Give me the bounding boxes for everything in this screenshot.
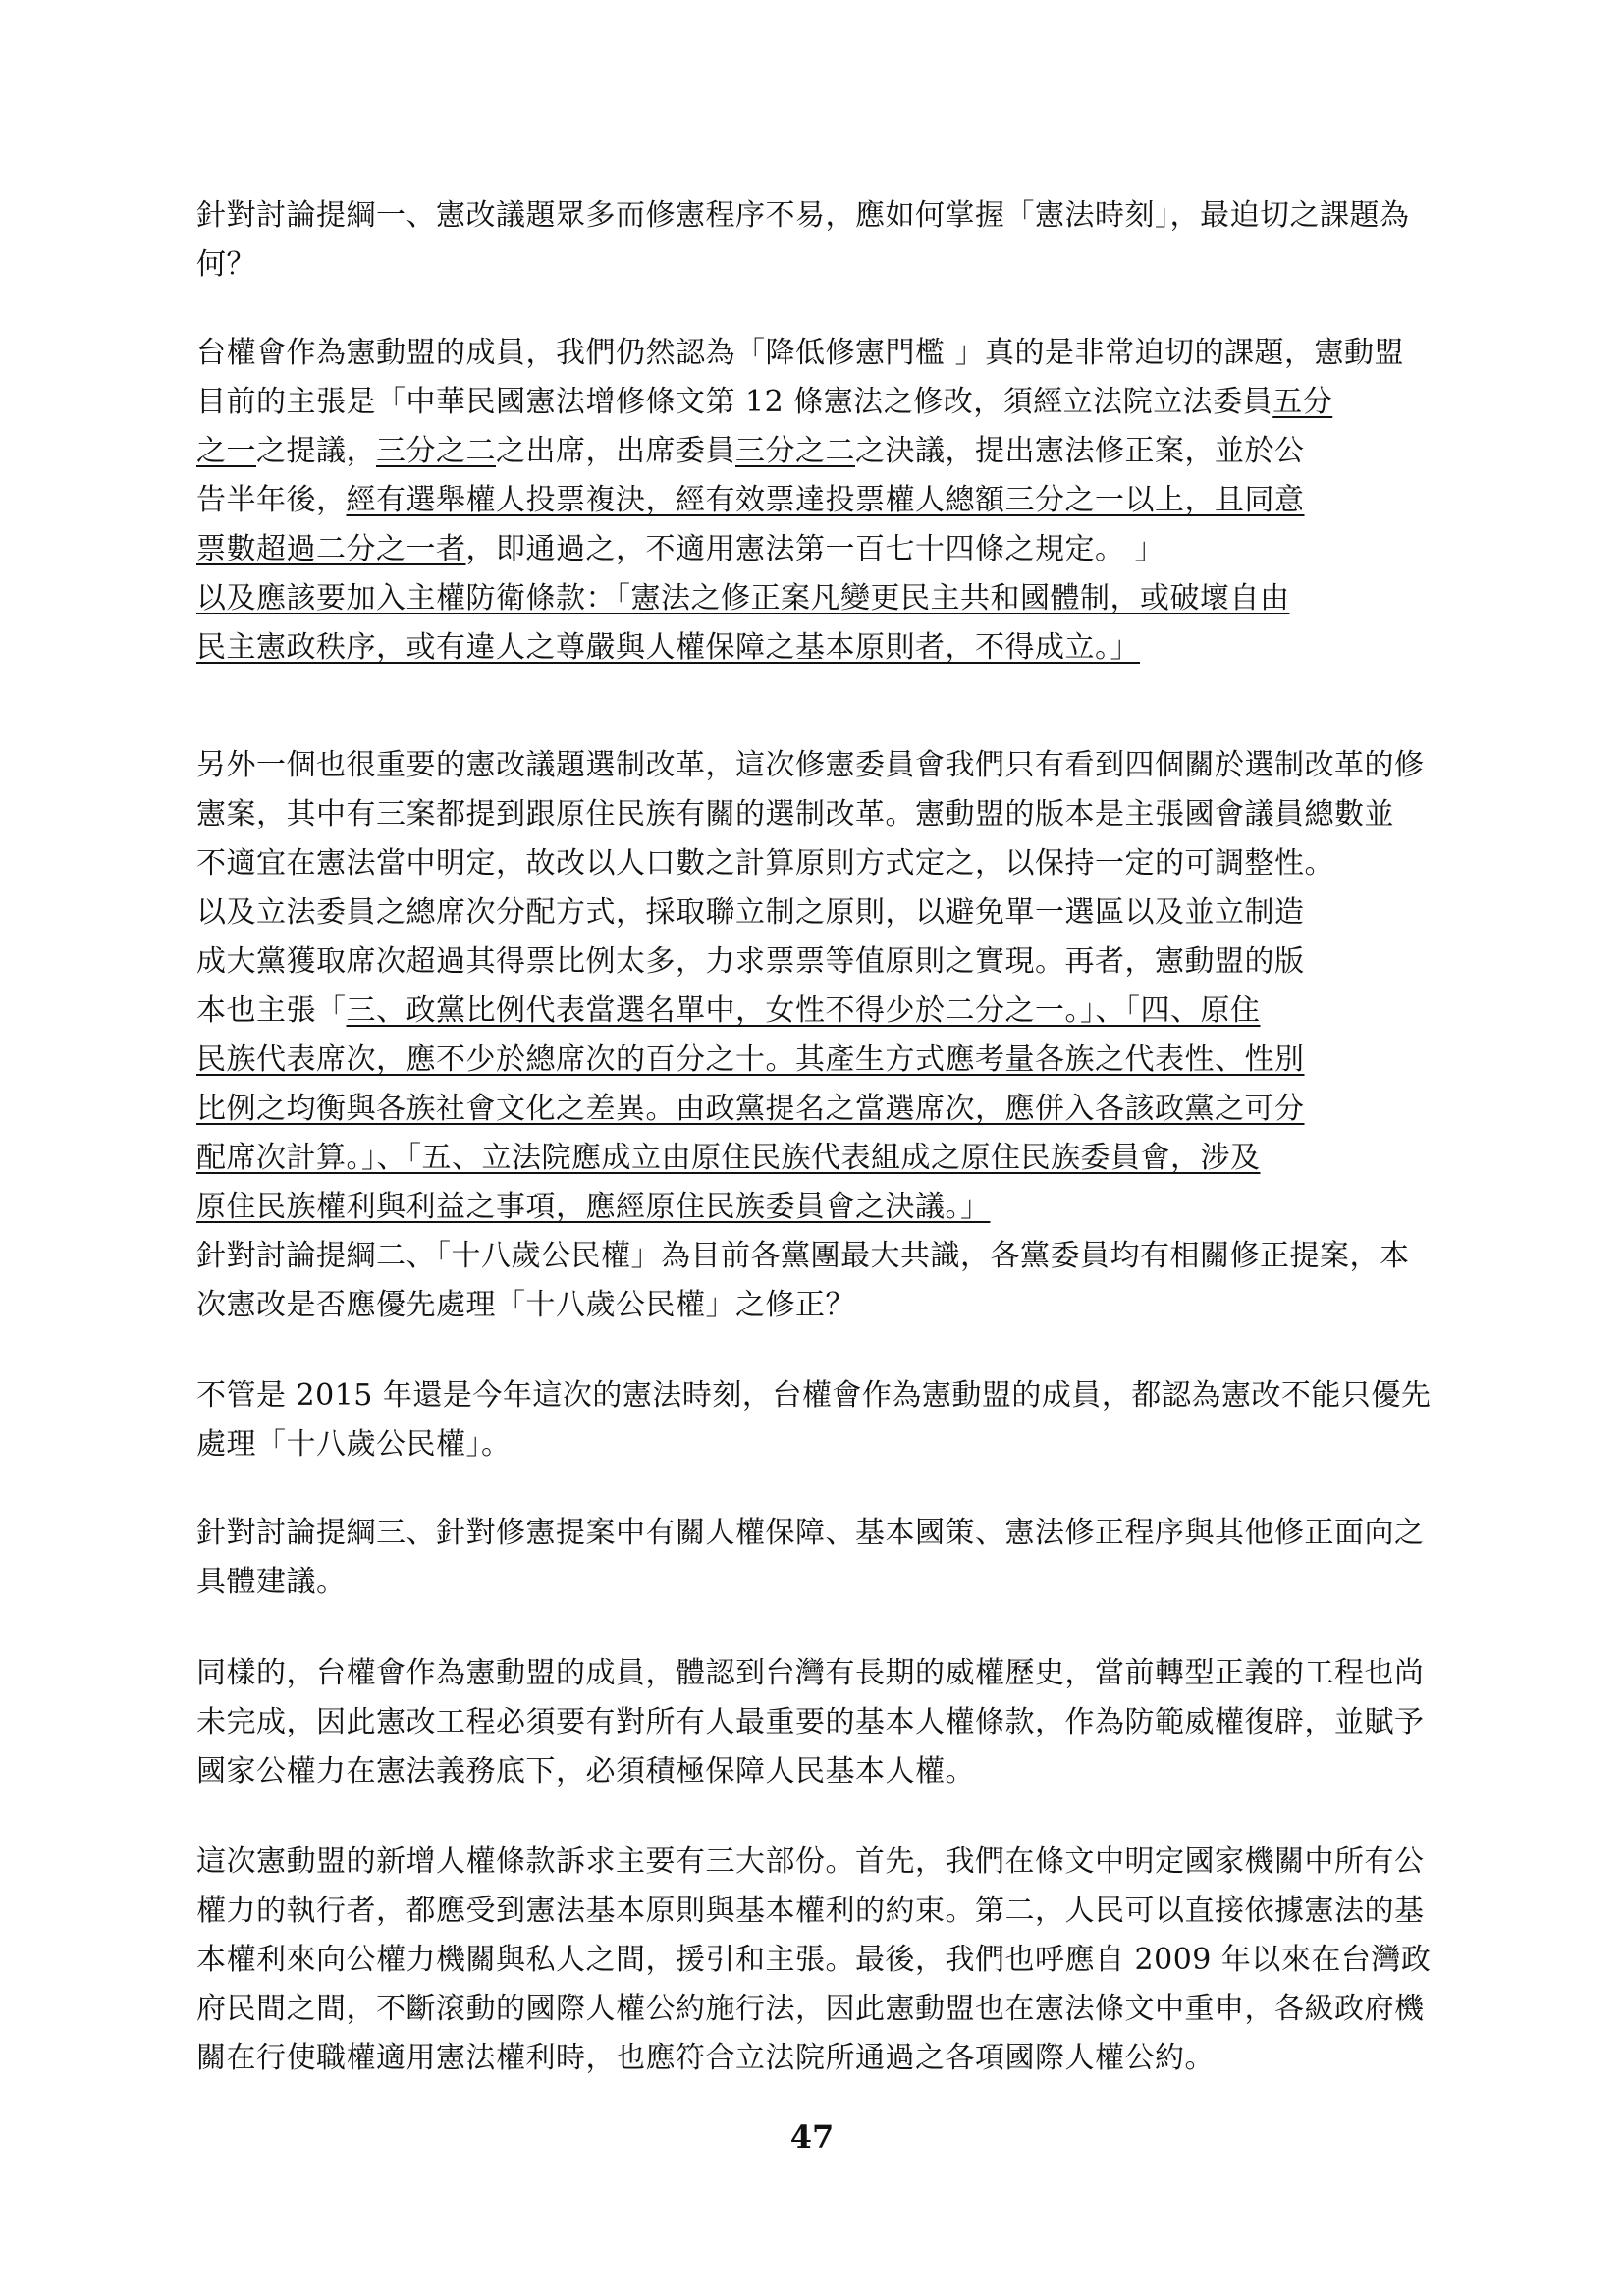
- text-line: 針對討論提綱二、「十八歲公民權」為目前各黨團最大共識，各黨委員均有相關修正提案，本: [196, 1239, 1410, 1273]
- text-line: 權力的執行者，都應受到憲法基本原則與基本權利的約束。第二，人民可以直接依據憲法的基: [196, 1894, 1425, 1928]
- text-line: 目前的主張是「中華民國憲法增修條文第 12 條憲法之修改，須經立法院立法委員五分: [196, 385, 1333, 419]
- text-line: 台權會作為憲動盟的成員，我們仍然認為「降低修憲門檻 」真的是非常迫切的課題，憲動盟: [196, 336, 1405, 370]
- text-line: 未完成，因此憲改工程必須要有對所有人最重要的基本人權條款，作為防範威權復辟，並賦予: [196, 1705, 1425, 1739]
- underlined-text: 三分之二: [735, 434, 855, 468]
- text-line: 憲案，其中有三案都提到跟原住民族有關的選制改革。憲動盟的版本是主張國會議員總數並: [196, 797, 1394, 831]
- text-line: [196, 574, 1434, 623]
- text-line: 這次憲動盟的新增人權條款訴求主要有三大部份。首先，我們在條文中明定國家機關中所有公: [196, 1844, 1425, 1879]
- underlined-text: 配席次計算。」、「五、立法院應成立由原住民族代表組成之原住民族委員會，涉及: [196, 1141, 1261, 1175]
- page-number: 47: [789, 2118, 835, 2156]
- text-line: 本也主張「三、政黨比例代表當選名單中，女性不得少於二分之一。」、「四、原住: [196, 993, 1261, 1028]
- answer-2: [196, 741, 1434, 1232]
- answer-3: [196, 1371, 1434, 1469]
- text-line: 之一之提議，三分之二之出席，出席委員三分之二之決議，提出憲法修正案，並於公: [196, 434, 1305, 468]
- answer-1: [196, 329, 1434, 672]
- text-line: 關在行使職權適用憲法權利時，也應符合立法院所通過之各項國際人權公約。: [196, 2041, 1215, 2075]
- question-2: [196, 1232, 1434, 1330]
- text-line: [196, 1183, 1434, 1232]
- underlined-text: 五分: [1272, 385, 1333, 419]
- underlined-text: 經有選舉權人投票複決，經有效票達投票權人總額三分之一以上，且同意: [346, 483, 1305, 517]
- text-line: 次憲改是否應優先處理「十八歲公民權」之修正？: [196, 1288, 855, 1322]
- text-line: [196, 1085, 1434, 1134]
- underlined-text: 比例之均衡與各族社會文化之差異。由政黨提名之當選席次，應併入各該政黨之可分: [196, 1092, 1305, 1126]
- text-line: 告半年後，經有選舉權人投票複決，經有效票達投票權人總額三分之一以上，且同意: [196, 483, 1305, 517]
- text-line: 同樣的，台權會作為憲動盟的成員，體認到台灣有長期的威權歷史，當前轉型正義的工程也尚: [196, 1656, 1425, 1690]
- text-line: 針對討論提綱三、針對修憲提案中有關人權保障、基本國策、憲法修正程序與其他修正面向之: [196, 1516, 1425, 1550]
- underlined-text: 三分之二: [376, 434, 496, 468]
- underlined-text: 票數超過二分之一者: [196, 532, 466, 566]
- text-line: [196, 1036, 1434, 1085]
- underlined-text: 原住民族權利與利益之事項，應經原住民族委員會之決議。」: [196, 1190, 991, 1224]
- text-line: 具體建議。: [196, 1565, 347, 1599]
- text-line: 處理「十八歲公民權」。: [196, 1427, 512, 1462]
- text-line: 票數超過二分之一者，即通過之，不適用憲法第一百七十四條之規定。 」: [196, 532, 1165, 566]
- answer-4: [196, 1649, 1434, 1796]
- text-line: [196, 623, 1434, 672]
- answer-5: [196, 1838, 1434, 2083]
- underlined-text: 以及應該要加入主權防衛條款：「憲法之修正案凡變更民主共和國體制，或破壞自由: [196, 581, 1290, 615]
- question-3: [196, 1509, 1434, 1607]
- text-line: 府民間之間，不斷滾動的國際人權公約施行法，因此憲動盟也在憲法條文中重申，各級政府機: [196, 1992, 1425, 2026]
- text-line: 另外一個也很重要的憲改議題選制改革，這次修憲委員會我們只有看到四個關於選制改革的修: [196, 748, 1425, 782]
- underlined-text: 民主憲政秩序，或有違人之尊嚴與人權保障之基本原則者，不得成立。」: [196, 630, 1140, 665]
- text-line: 以及立法委員之總席次分配方式，採取聯立制之原則，以避免單一選區以及並立制造: [196, 895, 1305, 930]
- text-line: 成大黨獲取席次超過其得票比例太多，力求票票等值原則之實現。再者，憲動盟的版: [196, 944, 1305, 979]
- underlined-text: 民族代表席次，應不少於總席次的百分之十。其產生方式應考量各族之代表性、性別: [196, 1042, 1305, 1077]
- underlined-text: 三、政黨比例代表當選名單中，女性不得少於二分之一。」、「四、原住: [346, 993, 1261, 1028]
- text-line: 國家公權力在憲法義務底下，必須積極保障人民基本人權。: [196, 1754, 975, 1789]
- text-line: 針對討論提綱一、憲改議題眾多而修憲程序不易，應如何掌握「憲法時刻」，最迫切之課題為: [196, 198, 1410, 233]
- text-line: 不適宜在憲法當中明定，故改以人口數之計算原則方式定之，以保持一定的可調整性。: [196, 846, 1334, 881]
- text-line: 何？: [196, 247, 256, 282]
- text-line: 本權利來向公權力機關與私人之間，援引和主張。最後，我們也呼應自 2009 年以來在台灣政: [196, 1943, 1432, 1977]
- underlined-text: 之一: [196, 434, 256, 468]
- text-line: [196, 1134, 1434, 1183]
- text-line: 不管是 2015 年還是今年這次的憲法時刻，台權會作為憲動盟的成員，都認為憲改不能只優先: [196, 1378, 1432, 1413]
- question-1: [196, 191, 1434, 290]
